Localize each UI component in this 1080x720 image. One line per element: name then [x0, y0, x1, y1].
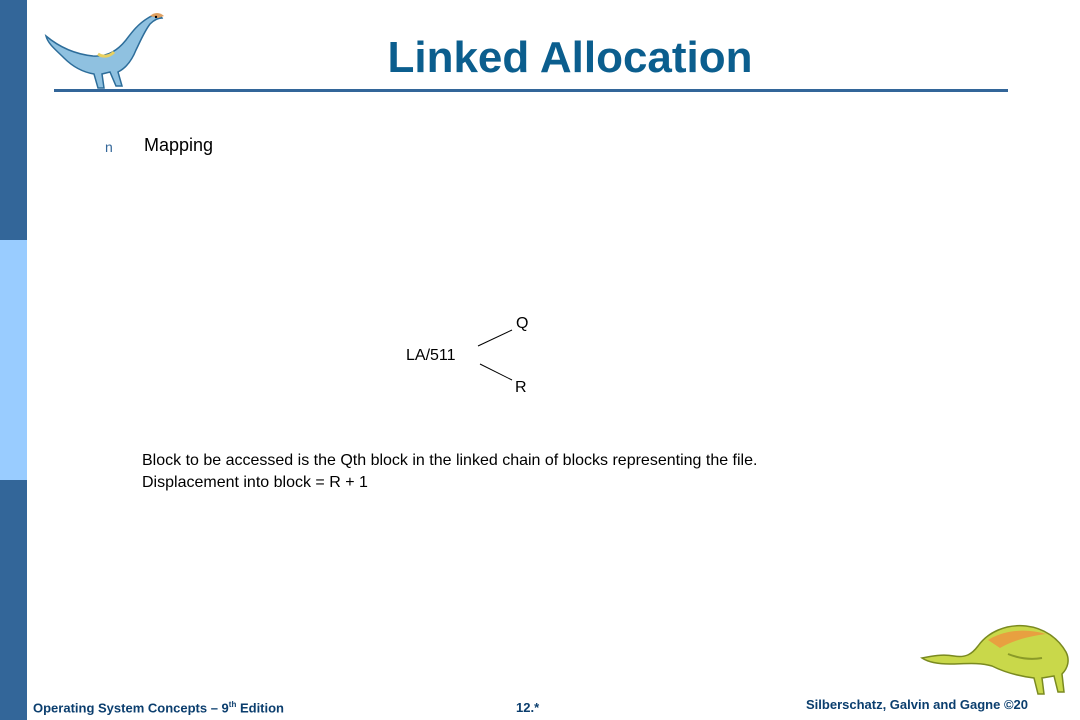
slide-title: Linked Allocation — [387, 33, 753, 82]
bullet-marker: n — [105, 139, 113, 155]
dividend-label: LA/511 — [406, 347, 456, 364]
title-underline — [54, 89, 1008, 92]
footer-copyright: Silberschatz, Galvin and Gagne ©20 — [806, 697, 1028, 712]
footer-book-title-main: Operating System Concepts – 9 — [33, 700, 229, 716]
dinosaur-footer-icon — [918, 618, 1073, 698]
bullet-mapping: Mapping — [144, 135, 214, 155]
remainder-label: R — [515, 379, 527, 396]
sidebar-band-bottom — [0, 480, 27, 720]
footer-edition-superscript: th — [228, 700, 237, 709]
sidebar-band-top — [0, 0, 27, 240]
footer-book-title-suffix: Edition — [236, 700, 285, 716]
body-line-1: Block to be accessed is the Qth block in the linked chain of blocks representing the file. — [142, 452, 758, 469]
division-diagram — [400, 310, 560, 410]
dinosaur-logo-icon — [38, 6, 166, 90]
sidebar-band-middle — [0, 240, 27, 480]
footer-page-number: 12.* — [516, 700, 540, 715]
footer-book-title — [33, 700, 284, 715]
body-line-2: Displacement into block = R + 1 — [142, 474, 368, 491]
quotient-label: Q — [516, 315, 529, 332]
